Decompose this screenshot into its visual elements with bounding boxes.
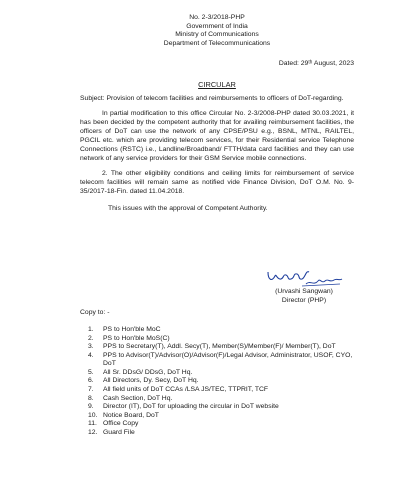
handwritten-signature-icon [262,264,346,290]
government-name: Government of India [186,22,248,30]
list-item-number: 6. [88,377,94,385]
list-item-text: Office Copy [103,420,139,428]
list-item [88,420,358,429]
list-item-text: PPS to Secretary(T), Addl. Secy(T), Member(S)/Member(F)/ Member(T), DoT [103,343,336,351]
signatory-name: (Urvashi Sangwan) [275,288,333,295]
list-item-text: PS to Hon'ble MoC [103,326,161,333]
copy-to-list [88,326,358,437]
list-item [88,343,358,352]
copy-to-label: Copy to: - [80,309,110,316]
document-title: CIRCULAR [198,79,236,89]
ministry-name: Ministry of Communications [175,31,259,39]
list-item-text: Notice Board, DoT [103,411,159,419]
list-item-text: All Sr. DDsG/ DDsG, DoT Hq. [103,368,193,376]
list-item [88,429,358,438]
letterhead [80,0,354,49]
list-item-text: All field units of DoT CCAs /LSA JS/TEC, TTPRIT, TCF [103,385,269,393]
approval-line: This issues with the approval of Competent Authority. [108,205,268,213]
list-item-text: PPS to Advisor(T)/Advisor(O)/Advisor(F)/Legal Advisor, Administrator, USOF, CYO, DoT [103,351,353,368]
list-item [88,369,358,378]
list-item-number: 5. [88,368,94,376]
paragraph-1: In partial modification to this office Circular No. 2-3/2008-PHP dated 30.03.2021, it has been decided by the competent authority that for availing reimbursement facilities, the officers of DoT can use the network of any CPSE/PSU e.g., BSNL, MTNL, RAILTEL, PGCIL etc. which are providing telecom services, for their Residential service Telephone Connections (RSTC) i.e., Landline/Broadband/ FTTH/data card facilities and they can use network of any service providers for their GSM Service mobile connections. [80,110,354,163]
list-item-number: 11. [88,420,97,428]
list-item-text: PS to Hon'ble MoS(C) [103,334,170,342]
list-item-number: 2. [88,334,94,342]
list-item-number: 7. [88,385,94,393]
signature-block [254,264,354,306]
list-item [88,412,358,421]
list-item-text: Director (IT), DoT for uploading the circular in DoT website [103,403,279,411]
list-item-number: 1. [88,326,94,333]
paragraph-2: 2. The other eligibility conditions and ceiling limits for reimbursement of service telecom facilities will remain same as notified vide Finance Division, DoT O.M. No. 9-35/2017-18-Fin. dated 11.04.2018. [80,170,354,196]
list-item-text: Guard File [103,428,135,436]
list-item [88,352,358,369]
list-item [88,386,358,395]
list-item-number: 4. [88,351,94,359]
list-item [88,395,358,404]
list-item-text: Cash Section, DoT Hq. [103,394,173,402]
list-item [88,377,358,386]
list-item-number: 3. [88,343,94,351]
list-item-number: 12. [88,428,98,436]
subject-line: Subject: Provision of telecom facilities and reimbursements to officers of DoT-regarding. [80,95,344,103]
list-item-number: 8. [88,394,94,402]
list-item-text: All Directors, Dy. Secy, DoT Hq. [103,377,199,385]
list-item [88,335,358,344]
list-item [88,326,358,335]
date-line: Dated: 29ᵗʰ August, 2023 [278,59,354,67]
signatory-designation: Director (PHP) [281,296,327,304]
list-item [88,403,358,412]
file-number: No. 2-3/2018-PHP [189,14,245,21]
list-item-number: 9. [88,403,94,411]
department-name: Department of Telecommunications [163,40,271,48]
list-item-number: 10. [88,411,98,419]
